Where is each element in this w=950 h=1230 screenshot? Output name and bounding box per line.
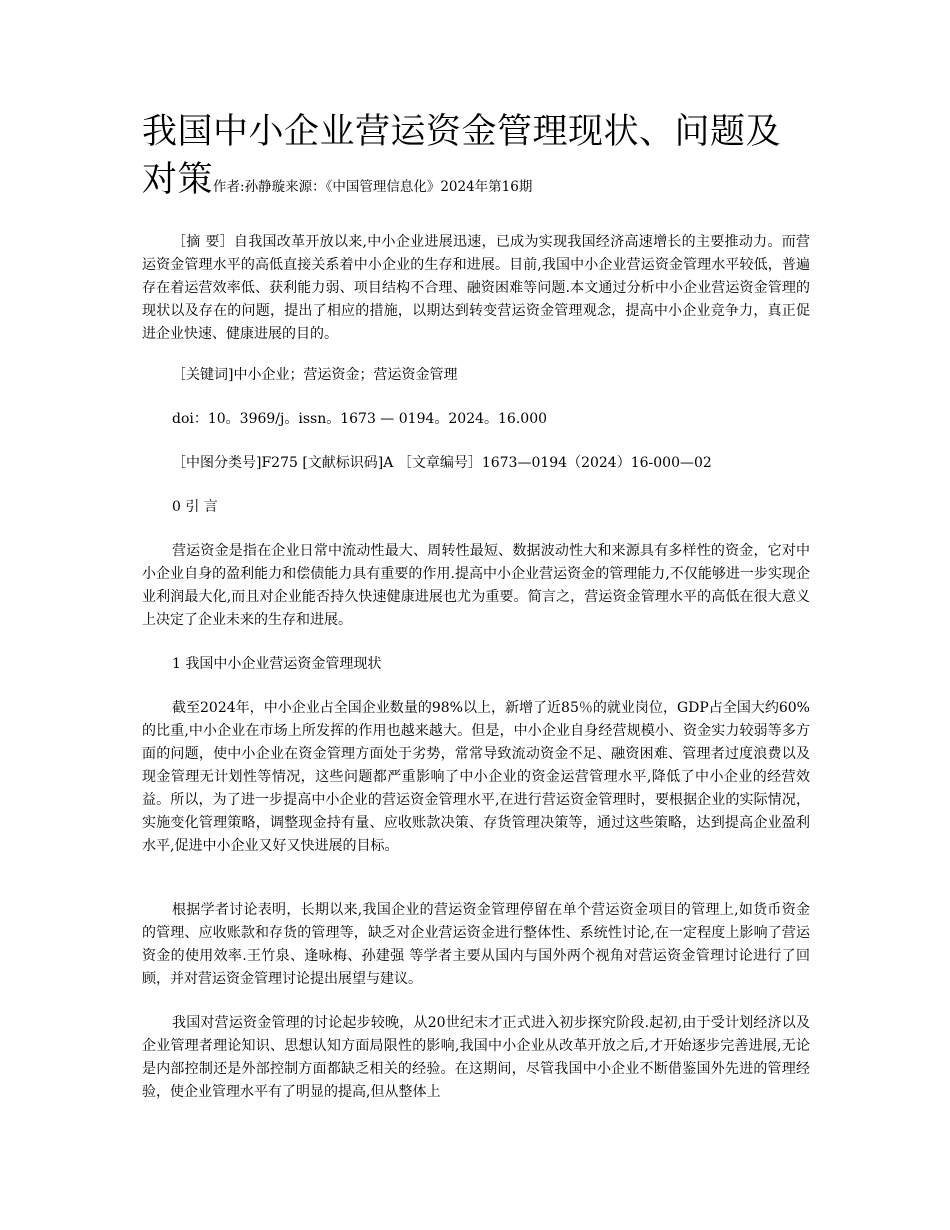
- doi-line: doi：10。3969/j。issn。1673 — 0194。2024。16.000: [172, 411, 548, 427]
- body-paragraph-2: 根据学者讨论表明，长期以来,我国企业的营运资金管理停留在单个营运资金项目的管理上,如货币资金的管理、应收账款和存货的管理等，缺乏对企业营运资金进行整体性、系统性讨论,在一定程度上影响了营运资金的使用效率.王竹泉、逢咏梅、孙建强 等学者主要从国内与国外两个视角对营运资金管理讨论进行了回顾，并对营运资金管理讨论提出展望与建议。: [142, 902, 810, 987]
- abstract-paragraph: ［摘 要］自我国改革开放以来,中小企业进展迅速，已成为实现我国经济高速增长的主要推动力。而营运资金管理水平的高低直接关系着中小企业的生存和进展。目前,我国中小企业营运资金管理水平较低，普遍存在着运营效率低、获利能力弱、项目结构不合理、融资困难等问题.本文通过分析中小企业营运资金管理的现状以及存在的问题，提出了相应的措施，以期达到转变营运资金管理观念，提高中小企业竞争力，真正促进企业快速、健康进展的目的。: [142, 234, 810, 342]
- intro-paragraph: 营运资金是指在企业日常中流动性最大、周转性最短、数据波动性大和来源具有多样性的资金，它对中小企业自身的盈利能力和偿债能力具有重要的作用.提高中小企业营运资金的管理能力,不仅能够进一步实现企业利润最大化,而且对企业能否持久快速健康进展也尤为重要。简言之，营运资金管理水平的高低在很大意义上决定了企业未来的生存和进展。: [142, 543, 810, 628]
- body-paragraph-1: 截至2024年，中小企业占全国企业数量的98%以上，新增了近85％的就业岗位，GDP占全国大约60%的比重,中小企业在市场上所发挥的作用也越来越大。但是，中小企业自身经营规模小、资金实力较弱等多方面的问题，使中小企业在资金管理方面处于劣势，常常导致流动资金不足、融资困难、管理者过度浪费以及现金管理无计划性等情况，这些问题都严重影响了中小企业的资金运营管理水平,降低了中小企业的经营效益。所以，为了进一步提高中小企业的营运资金管理水平,在进行营运资金管理时，要根据企业的实际情况，实施变化管理策略，调整现金持有量、应收账款决策、存货管理决策等，通过这些策略，达到提高企业盈利水平,促进中小企业又好又快进展的目标。: [142, 700, 810, 854]
- body-paragraph-3: 我国对营运资金管理的讨论起步较晚，从20世纪末才正式进入初步探究阶段.起初,由于受计划经济以及企业管理者理论知识、思想认知方面局限性的影响,我国中小企业从改革开放之后,才开始逐步完善进展,无论是内部控制还是外部控制方面都缺乏相关的经验。在这期间，尽管我国中小企业不断借鉴国外先进的管理经验，使企业管理水平有了明显的提高,但从整体上: [142, 1015, 810, 1100]
- keywords-line: ［关键词]中小企业；营运资金；营运资金管理: [172, 367, 458, 383]
- article-meta: 作者:孙静璇来源：《中国管理信息化》2024年第16期: [213, 179, 533, 195]
- section-heading-status: 1 我国中小企业营运资金管理现状: [172, 656, 382, 672]
- article-title: 我国中小企业营运资金管理现状、问题及对策: [142, 112, 782, 200]
- section-heading-intro: 0 引 言: [172, 499, 218, 515]
- classification-line: ［中图分类号]F275 [文献标识码]A ［文章编号］1673—0194（2024）16-000—02: [172, 455, 712, 471]
- article-title-block: [142, 108, 810, 211]
